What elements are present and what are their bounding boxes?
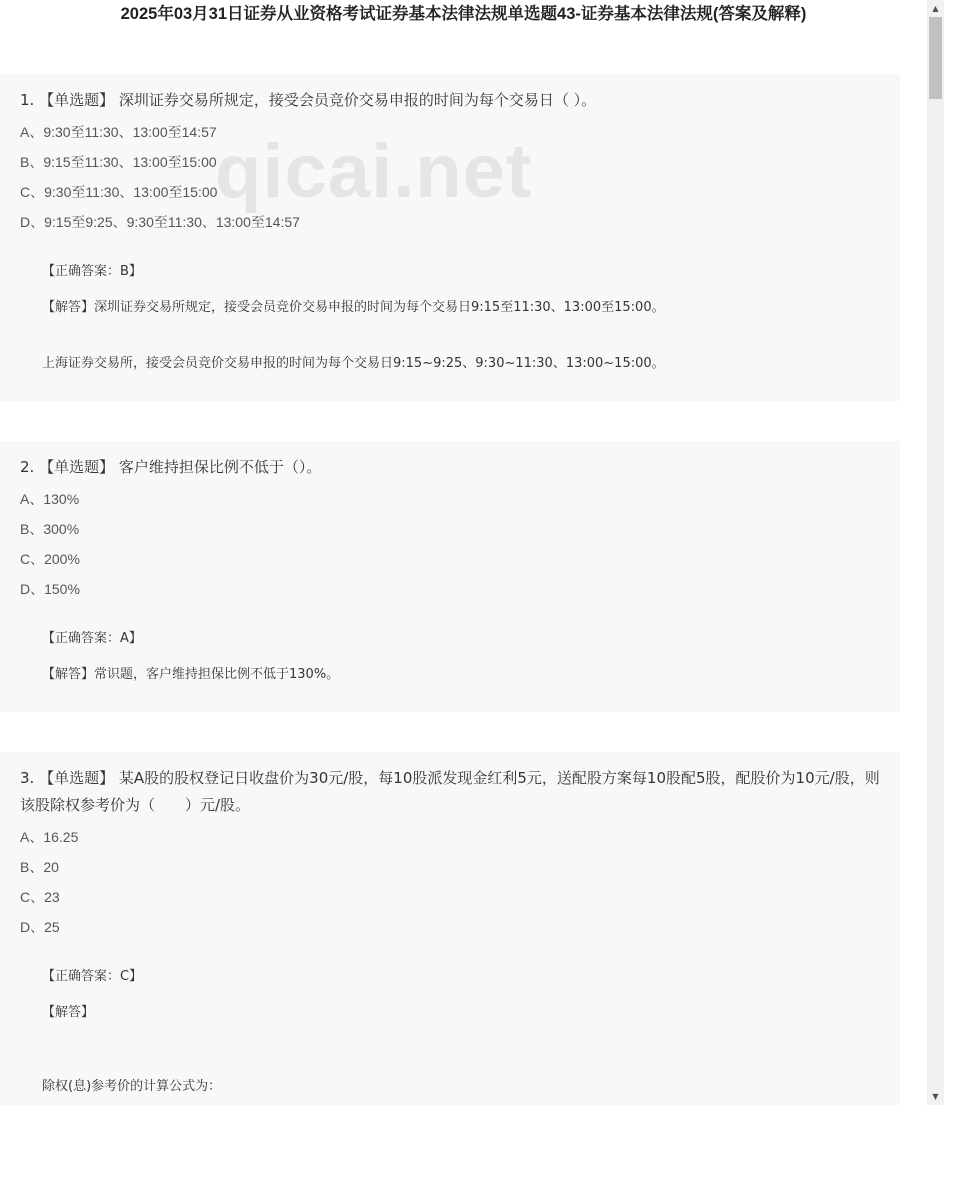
watermark: qicai.net bbox=[215, 129, 533, 214]
explanation-extra: 上海证券交易所，接受会员竞价交易申报的时间为每个交易日9:15~9:25、9:30~11:30、13:00~15:00。 bbox=[42, 356, 665, 371]
question-card-1 bbox=[0, 74, 900, 401]
option-d[interactable]: D、9:15至9:25、9:30至11:30、13:00至14:57 bbox=[20, 214, 300, 230]
correct-answer: 【正确答案：B】 bbox=[42, 264, 142, 279]
option-b[interactable]: B、9:15至11:30、13:00至15:00 bbox=[20, 154, 217, 170]
option-c[interactable]: C、200% bbox=[20, 551, 80, 567]
scrollbar-thumb[interactable] bbox=[929, 17, 942, 99]
page-title: 2025年03月31日证券从业资格考试证券基本法律法规单选题43-证券基本法律法规(答案及解释) bbox=[120, 5, 807, 23]
option-d[interactable]: D、25 bbox=[20, 919, 60, 935]
question-number: 1. bbox=[20, 91, 35, 109]
question-type: 【单选题】 bbox=[39, 458, 115, 476]
explanation: 【解答】深圳证券交易所规定，接受会员竞价交易申报的时间为每个交易日9:15至11:30、13:00至15:00。 bbox=[42, 300, 665, 315]
explanation: 【解答】 bbox=[42, 1005, 95, 1020]
scroll-up-arrow-icon[interactable]: ▲ bbox=[932, 4, 939, 13]
option-c[interactable]: C、9:30至11:30、13:00至15:00 bbox=[20, 184, 218, 200]
question-type: 【单选题】 bbox=[39, 769, 115, 787]
question-stem: 深圳证券交易所规定，接受会员竞价交易申报的时间为每个交易日（ ）。 bbox=[118, 91, 597, 109]
option-b[interactable]: B、20 bbox=[20, 859, 59, 875]
question-card-3 bbox=[0, 752, 900, 1105]
question-number: 3. bbox=[20, 769, 35, 787]
option-c[interactable]: C、23 bbox=[20, 889, 60, 905]
question-text bbox=[20, 87, 880, 114]
explanation-extra: 除权(息)参考价的计算公式为： bbox=[42, 1079, 222, 1094]
explanation: 【解答】常识题，客户维持担保比例不低于130%。 bbox=[42, 667, 340, 682]
question-text bbox=[20, 454, 880, 481]
correct-answer: 【正确答案：C】 bbox=[42, 969, 143, 984]
option-b[interactable]: B、300% bbox=[20, 521, 80, 537]
scroll-down-arrow-icon[interactable]: ▼ bbox=[932, 1092, 939, 1101]
options-list bbox=[20, 117, 880, 237]
question-type: 【单选题】 bbox=[39, 91, 115, 109]
question-number: 2. bbox=[20, 458, 35, 476]
options-list bbox=[20, 484, 880, 604]
question-card-2 bbox=[0, 441, 900, 712]
option-a[interactable]: A、9:30至11:30、13:00至14:57 bbox=[20, 124, 217, 140]
option-a[interactable]: A、130% bbox=[20, 491, 80, 507]
vertical-scrollbar[interactable] bbox=[927, 0, 944, 1105]
option-a[interactable]: A、16.25 bbox=[20, 829, 79, 845]
question-stem: 某A股的股权登记日收盘价为30元/股，每10股派发现金红利5元，送配股方案每10股配5股，配股价为10元/股，则该股除权参考价为（ ）元/股。 bbox=[20, 769, 880, 814]
question-stem: 客户维持担保比例不低于（）。 bbox=[118, 458, 322, 476]
option-d[interactable]: D、150% bbox=[20, 581, 80, 597]
correct-answer: 【正确答案：A】 bbox=[42, 631, 142, 646]
question-text bbox=[20, 765, 880, 819]
options-list bbox=[20, 822, 880, 942]
